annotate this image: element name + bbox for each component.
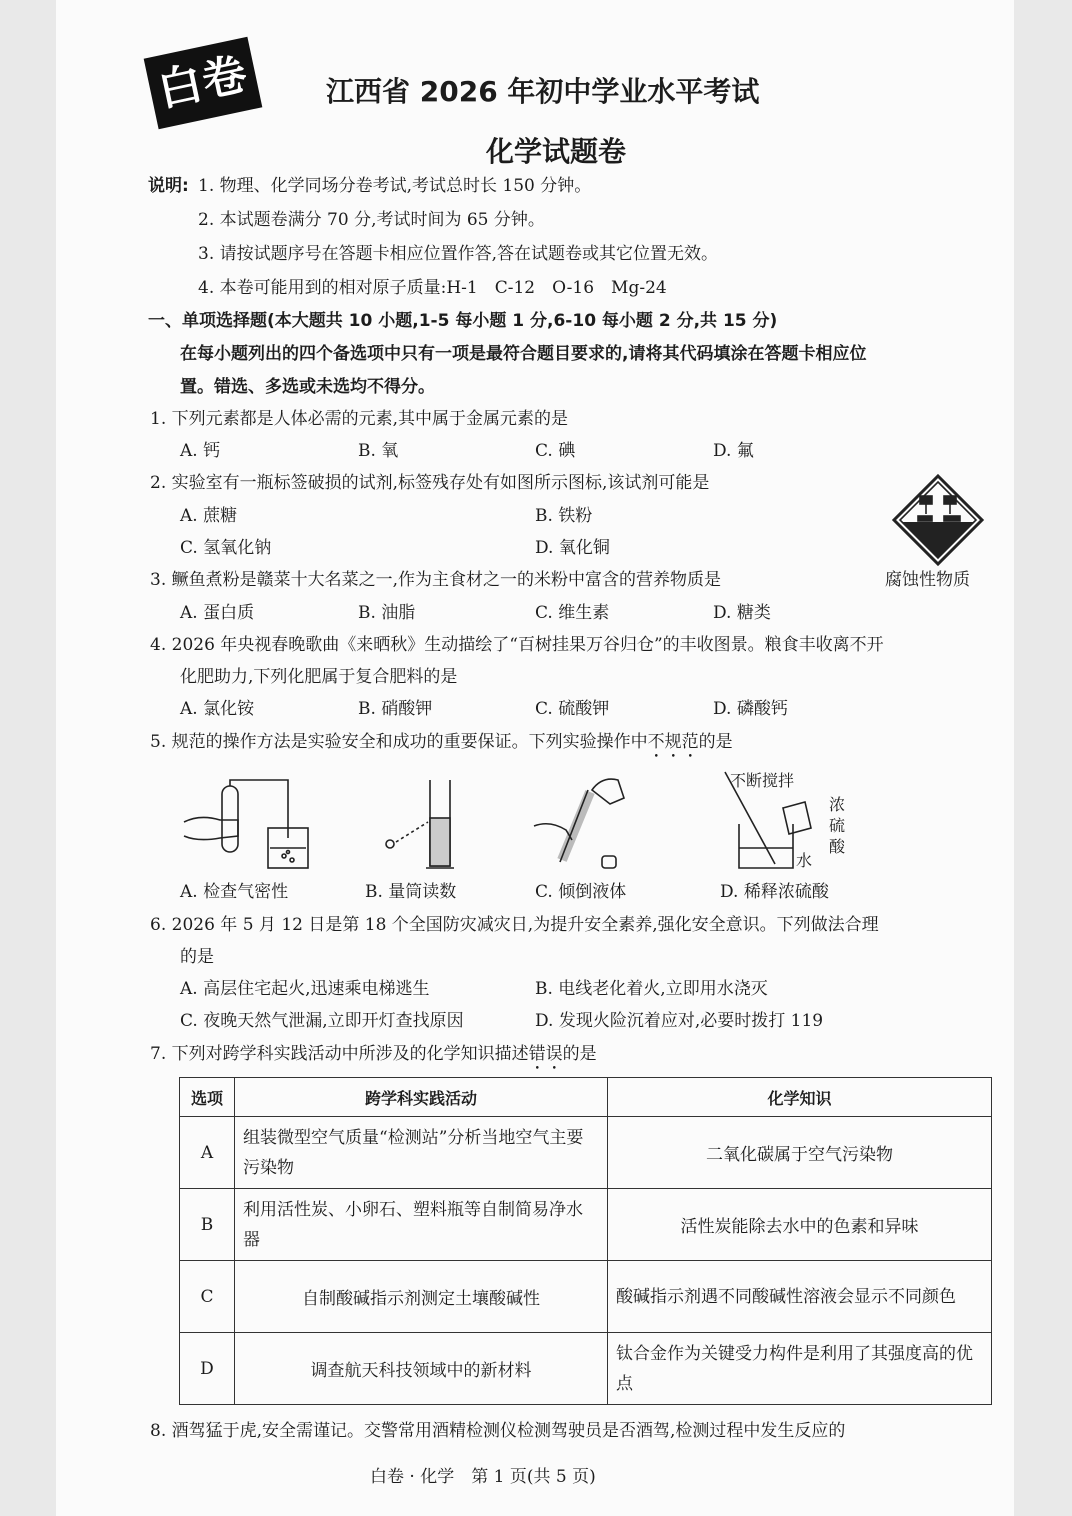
q2-option-b: B. 铁粉 (535, 506, 593, 526)
water-label: 水 (796, 851, 813, 870)
q2-stem: 2. 实验室有一瓶标签破损的试剂,标签残存处有如图所示图标,该试剂可能是 (150, 473, 710, 493)
q4-option-b: B. 硝酸钾 (358, 699, 433, 719)
row-knowledge: 二氧化碳属于空气污染物 (608, 1117, 992, 1189)
q5-option-d: D. 稀释浓硫酸 (720, 882, 829, 902)
airtightness-check-figure (180, 778, 320, 873)
section-heading: 一、单项选择题(本大题共 10 小题,1-5 每小题 1 分,6-10 每小题 2 分,共 15 分) (148, 311, 778, 331)
table-row (180, 1117, 992, 1189)
row-option: B (180, 1189, 235, 1261)
notes-label: 说明: (148, 176, 189, 196)
q5-option-c: C. 倾倒液体 (535, 882, 627, 902)
q4-option-a: A. 氯化铵 (180, 699, 255, 719)
q8-stem: 8. 酒驾猛于虎,安全需谨记。交警常用酒精检测仪检测驾驶员是否酒驾,检测过程中发生反应的 (150, 1421, 846, 1441)
q2-option-c: C. 氢氧化钠 (180, 538, 272, 558)
row-activity: 利用活性炭、小卵石、塑料瓶等自制简易净水器 (235, 1189, 608, 1261)
q3-option-a: A. 蛋白质 (180, 603, 255, 623)
q6-option-a: A. 高层住宅起火,迅速乘电梯逃生 (180, 979, 430, 999)
exam-title: 江西省 2026 年初中学业水平考试 (326, 75, 760, 108)
row-option: A (180, 1117, 235, 1189)
table-row (180, 1189, 992, 1261)
paper-badge: 白卷 (144, 37, 263, 129)
note-4: 4. 本卷可能用到的相对原子质量:H-1 C-12 O-16 Mg-24 (198, 278, 667, 298)
q1-option-c: C. 碘 (535, 441, 576, 461)
row-option: C (180, 1261, 235, 1333)
note-1: 1. 物理、化学同场分卷考试,考试总时长 150 分钟。 (198, 176, 592, 196)
note-2: 2. 本试题卷满分 70 分,考试时间为 65 分钟。 (198, 210, 545, 230)
q5-option-b: B. 量筒读数 (365, 882, 457, 902)
exam-subtitle: 化学试题卷 (486, 135, 627, 168)
q3-option-c: C. 维生素 (535, 603, 610, 623)
row-option: D (180, 1333, 235, 1405)
stir-label: 不断搅拌 (730, 771, 795, 790)
q5-stem: 5. 规范的操作方法是实验安全和成功的重要保证。下列实验操作中不规范的是 (150, 732, 733, 752)
page-footer: 白卷 · 化学 第 1 页(共 5 页) (370, 1467, 596, 1487)
graduated-cylinder-figure (380, 778, 460, 873)
q4-stem-1: 4. 2026 年央视春晚歌曲《来晒秋》生动描绘了“百树挂果万谷归仓”的丰收图景。粮食丰收离不开 (150, 635, 884, 655)
q4-option-c: C. 硫酸钾 (535, 699, 610, 719)
q6-stem-2: 的是 (180, 947, 214, 967)
q6-option-c: C. 夜晚天然气泄漏,立即开灯查找原因 (180, 1011, 464, 1031)
row-knowledge: 酸碱指示剂遇不同酸碱性溶液会显示不同颜色 (608, 1261, 992, 1333)
corrosive-hazard-icon (892, 474, 984, 566)
corrosive-label: 腐蚀性物质 (885, 570, 970, 590)
acid-label: 浓硫酸 (829, 795, 846, 856)
table-header-knowledge: 化学知识 (608, 1078, 992, 1117)
q4-option-d: D. 磷酸钙 (713, 699, 788, 719)
q2-option-d: D. 氧化铜 (535, 538, 610, 558)
q1-option-a: A. 钙 (180, 441, 221, 461)
table-header-option: 选项 (180, 1078, 235, 1117)
table-header-row (180, 1078, 992, 1117)
row-activity: 调查航天科技领域中的新材料 (235, 1333, 608, 1405)
q1-option-d: D. 氟 (713, 441, 754, 461)
section-instruction-2: 置。错选、多选或未选均不得分。 (180, 377, 435, 397)
note-3: 3. 请按试题序号在答题卡相应位置作答,答在试题卷或其它位置无效。 (198, 244, 719, 264)
q4-stem-2: 化肥助力,下列化肥属于复合肥料的是 (180, 667, 458, 687)
section-instruction-1: 在每小题列出的四个备选项中只有一项是最符合题目要求的,请将其代码填涂在答题卡相应位 (180, 344, 867, 364)
q6-stem-1: 6. 2026 年 5 月 12 日是第 18 个全国防灾减灾日,为提升安全素养,强化安全意识。下列做法合理 (150, 915, 879, 935)
row-knowledge: 活性炭能除去水中的色素和异味 (608, 1189, 992, 1261)
q7-table (179, 1077, 992, 1405)
q3-option-b: B. 油脂 (358, 603, 416, 623)
q6-option-b: B. 电线老化着火,立即用水浇灭 (535, 979, 768, 999)
q1-stem: 1. 下列元素都是人体必需的元素,其中属于金属元素的是 (150, 409, 569, 429)
q1-option-b: B. 氧 (358, 441, 399, 461)
q3-option-d: D. 糖类 (713, 603, 771, 623)
row-knowledge: 钛合金作为关键受力构件是利用了其强度高的优点 (608, 1333, 992, 1405)
table-row (180, 1261, 992, 1333)
q2-option-a: A. 蔗糖 (180, 506, 238, 526)
q6-option-d: D. 发现火险沉着应对,必要时拨打 119 (535, 1011, 824, 1031)
q5-option-a: A. 检查气密性 (180, 882, 289, 902)
pouring-liquid-figure (532, 770, 652, 875)
q7-stem: 7. 下列对跨学科实践活动中所涉及的化学知识描述错误的是 (150, 1044, 597, 1064)
table-row (180, 1333, 992, 1405)
q3-stem: 3. 鳜鱼煮粉是赣菜十大名菜之一,作为主食材之一的米粉中富含的营养物质是 (150, 570, 722, 590)
table-header-activity: 跨学科实践活动 (235, 1078, 608, 1117)
row-activity: 自制酸碱指示剂测定土壤酸碱性 (235, 1261, 608, 1333)
row-activity: 组装微型空气质量“检测站”分析当地空气主要污染物 (235, 1117, 608, 1189)
